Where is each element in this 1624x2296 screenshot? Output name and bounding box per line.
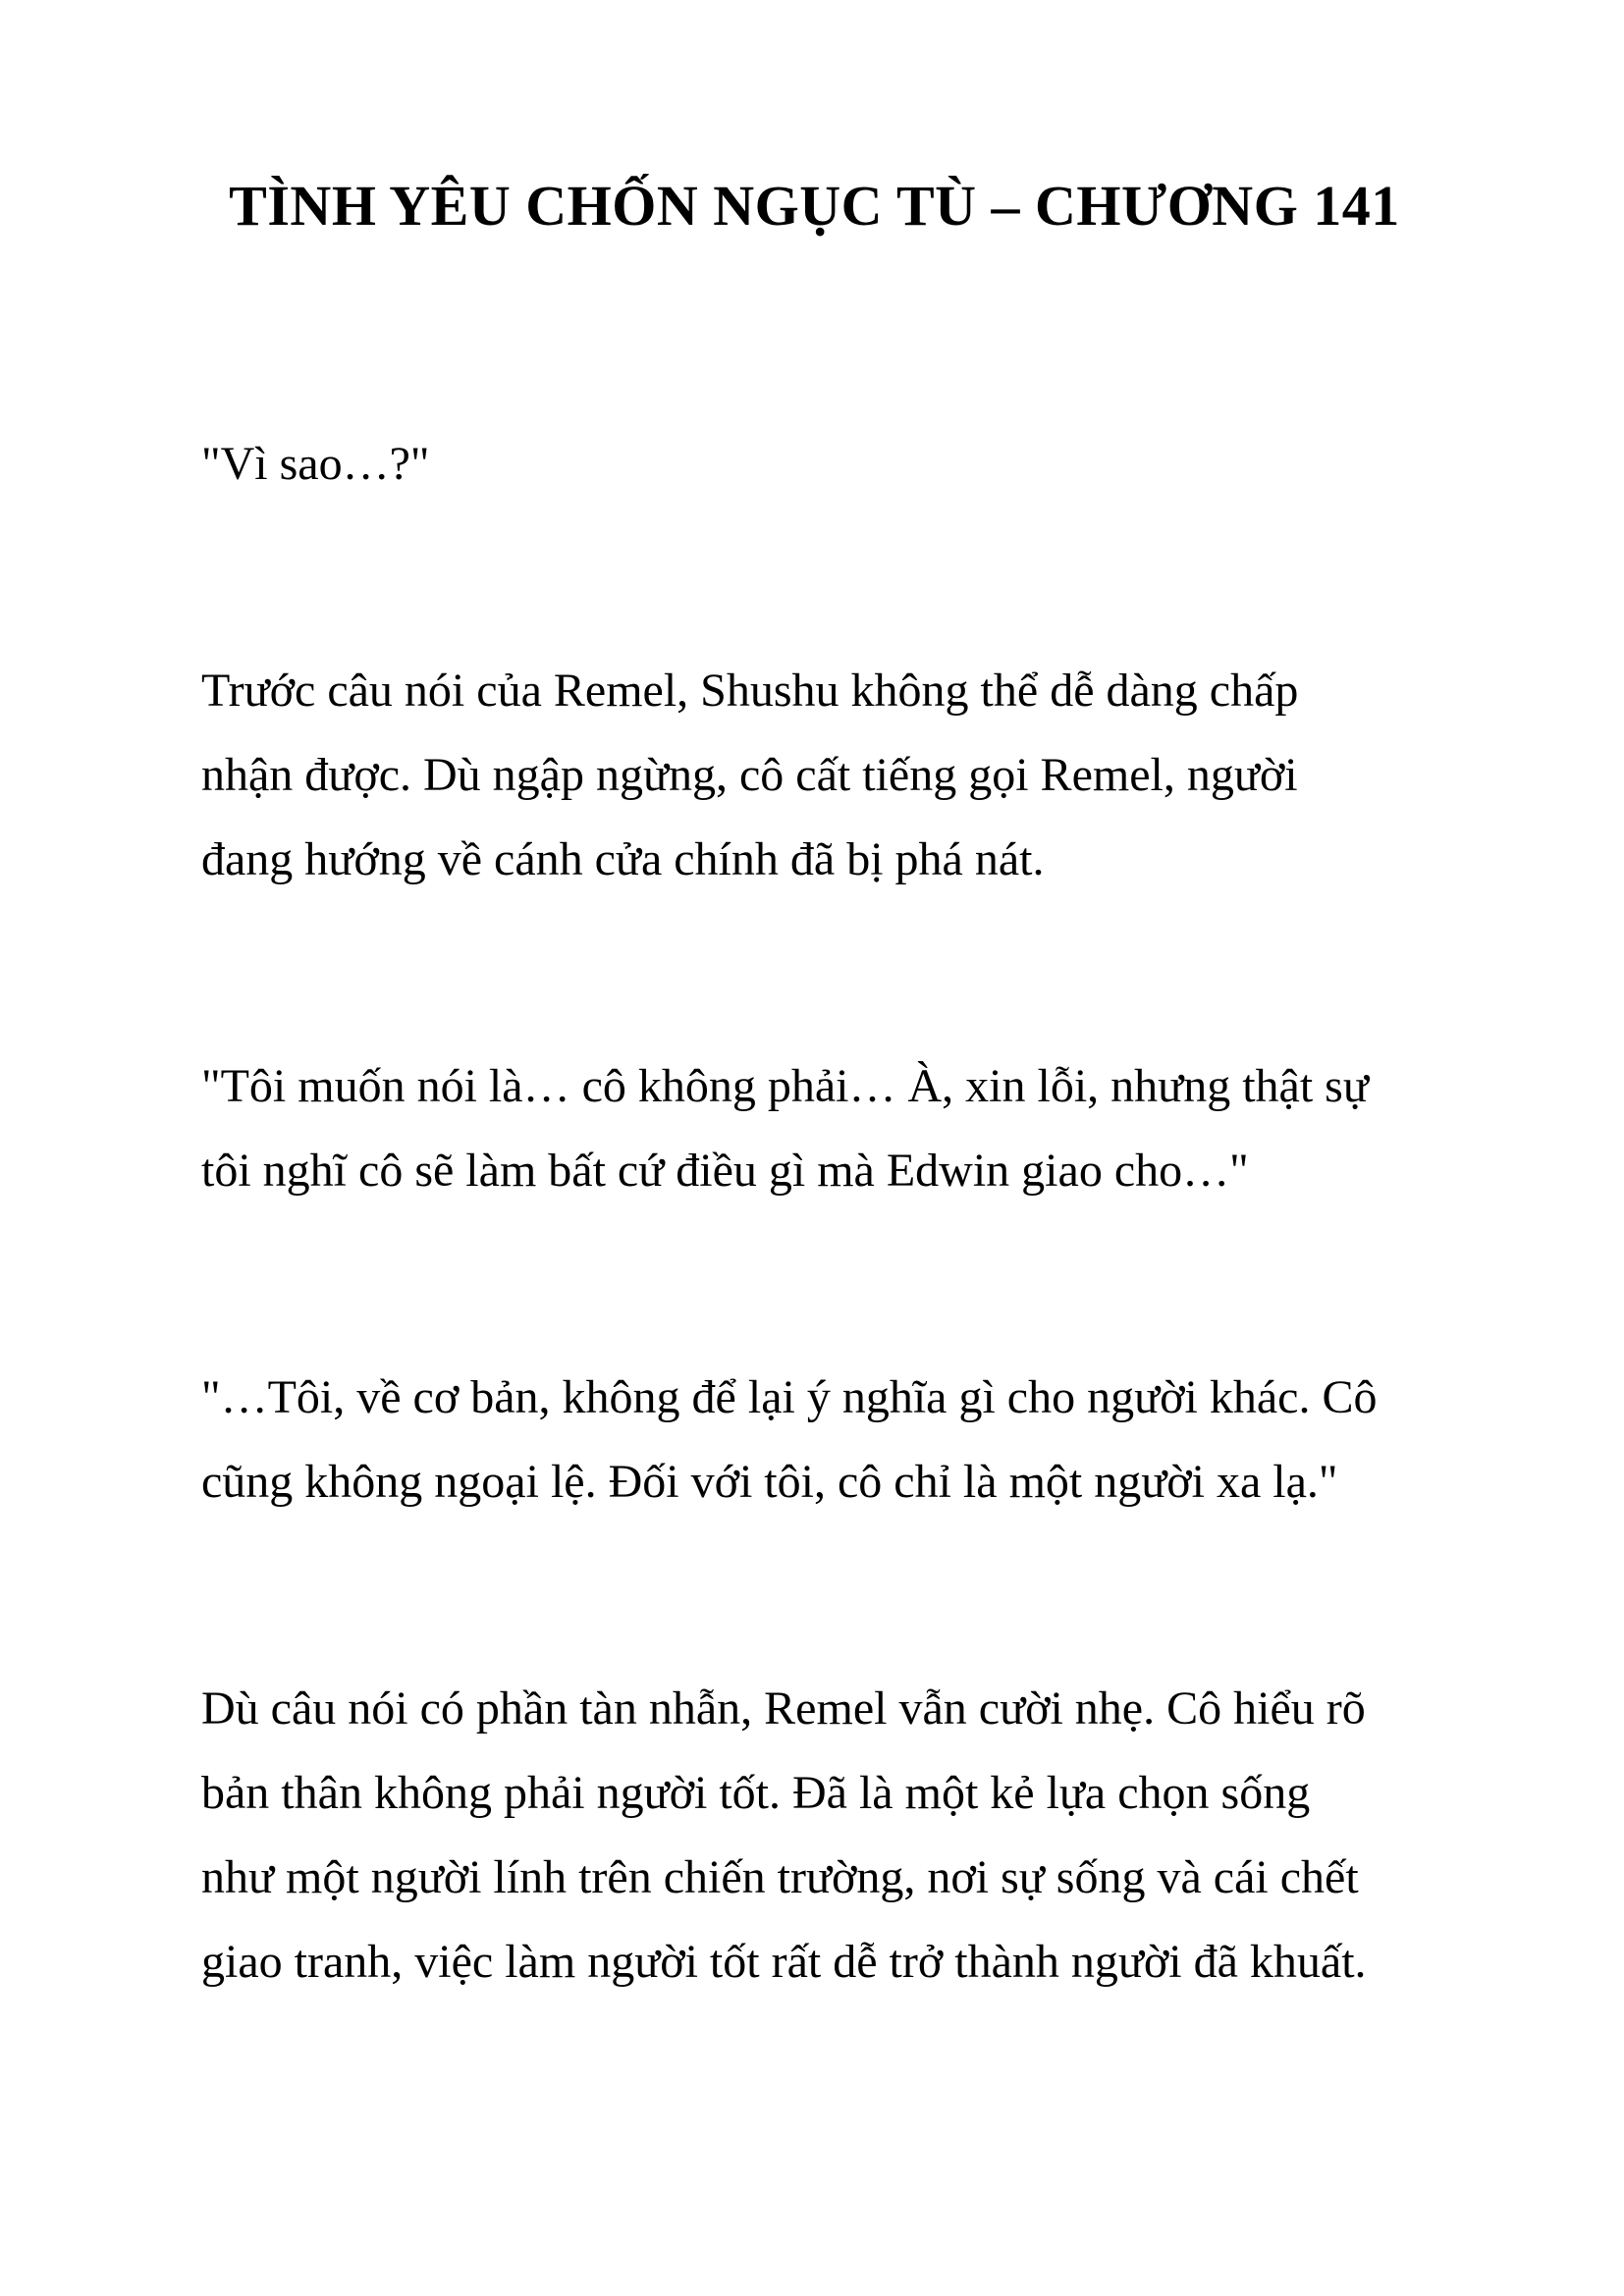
text-line: giao tranh, việc làm người tốt rất dễ trở thành người đã khuất. (201, 1935, 1367, 1988)
text-line: bản thân không phải người tốt. Đã là một kẻ lựa chọn sống (201, 1766, 1311, 1819)
text-line: tôi nghĩ cô sẽ làm bất cứ điều gì mà Edwin giao cho…" (201, 1144, 1249, 1197)
text-line: cũng không ngoại lệ. Đối với tôi, cô chỉ là một người xa lạ." (201, 1455, 1338, 1508)
text-line: Trước câu nói của Remel, Shushu không thể dễ dàng chấp (201, 664, 1299, 717)
text-line: "…Tôi, về cơ bản, không để lại ý nghĩa gì cho người khác. Cô (201, 1370, 1378, 1423)
paragraph-dialogue-2 (201, 1044, 1428, 1213)
paragraph-narration-2 (201, 1667, 1428, 2004)
document-title: TÌNH YÊU CHỐN NGỤC TÙ – CHƯƠNG 141 (229, 174, 1400, 238)
text-line: như một người lính trên chiến trường, nơi sự sống và cái chết (201, 1850, 1359, 1903)
text-line: "Tôi muốn nói là… cô không phải… À, xin lỗi, nhưng thật sự (201, 1059, 1369, 1112)
text-line: đang hướng về cánh cửa chính đã bị phá nát. (201, 832, 1045, 885)
paragraph-dialogue-1 (201, 422, 1428, 507)
text-line: "Vì sao…?" (201, 437, 430, 490)
text-line: nhận được. Dù ngập ngừng, cô cất tiếng gọi Remel, người (201, 748, 1298, 801)
paragraph-narration-1 (201, 649, 1428, 902)
text-line: Dù câu nói có phần tàn nhẫn, Remel vẫn cười nhẹ. Cô hiểu rõ (201, 1682, 1366, 1735)
paragraph-dialogue-3 (201, 1356, 1428, 1524)
